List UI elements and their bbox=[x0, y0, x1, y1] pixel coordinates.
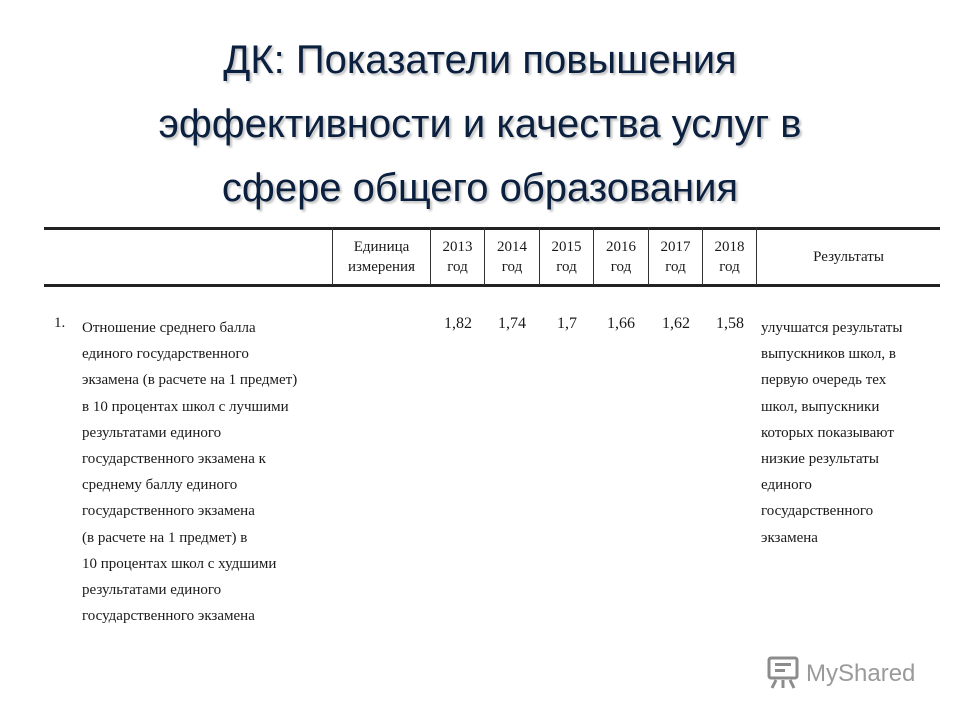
value-2014: 1,74 bbox=[498, 315, 526, 332]
header-year-2017 bbox=[649, 231, 702, 283]
results-line: государственного bbox=[761, 503, 874, 520]
value-2018: 1,58 bbox=[716, 315, 744, 332]
row-number: 1. bbox=[54, 315, 66, 331]
watermark-brand: MyShared bbox=[806, 660, 916, 687]
header-year: 2018 bbox=[714, 239, 745, 255]
table-top-rule bbox=[44, 227, 940, 230]
row-description bbox=[82, 315, 342, 629]
header-year-2016 bbox=[594, 231, 648, 283]
results-line: выпускников школ, в bbox=[761, 346, 896, 363]
header-year-suffix: год bbox=[556, 259, 577, 275]
indicators-table bbox=[44, 227, 940, 648]
header-unit-line: измерения bbox=[347, 259, 415, 275]
description-line: Отношение среднего балла bbox=[82, 320, 256, 336]
header-year-suffix: год bbox=[610, 259, 632, 275]
description-line: (в расчете на 1 предмет) в bbox=[82, 529, 248, 546]
watermark-logo bbox=[766, 656, 936, 692]
header-results-label: Результаты bbox=[813, 249, 884, 265]
results-line: которых показывают bbox=[761, 424, 894, 441]
header-year-2013 bbox=[431, 231, 484, 283]
header-year-2014 bbox=[485, 231, 539, 283]
description-line: государственного экзамена bbox=[82, 608, 255, 625]
slide-title bbox=[0, 28, 960, 220]
description-line: государственного экзамена к bbox=[82, 451, 266, 468]
header-results bbox=[757, 231, 940, 283]
header-year: 2013 bbox=[442, 239, 473, 255]
title-line: ДК: Показатели повышения bbox=[223, 38, 737, 82]
results-line: низкие результаты bbox=[761, 451, 879, 468]
header-year-suffix: год bbox=[501, 259, 523, 275]
value-2015: 1,7 bbox=[557, 315, 577, 332]
value-2013: 1,82 bbox=[444, 315, 472, 332]
description-line: среднему баллу единого bbox=[82, 477, 238, 494]
table-header-rule bbox=[44, 284, 940, 287]
presentation-board-icon bbox=[766, 655, 800, 694]
header-year-suffix: год bbox=[719, 259, 740, 275]
row-results bbox=[761, 315, 939, 551]
header-year-2015 bbox=[540, 231, 593, 283]
header-year-suffix: год bbox=[665, 259, 686, 275]
description-line: в 10 процентах школ с лучшими bbox=[82, 398, 289, 415]
header-year: 2016 bbox=[606, 239, 636, 255]
title-line: сфере общего образования bbox=[221, 166, 739, 210]
description-line: результатами единого bbox=[82, 424, 222, 441]
description-line: экзамена (в расчете на 1 предмет) bbox=[82, 372, 298, 389]
description-line: 10 процентах школ с худшими bbox=[82, 555, 277, 572]
title-line: эффективности и качества услуг в bbox=[158, 102, 802, 146]
description-line: единого государственного bbox=[82, 346, 249, 363]
description-line: результатами единого bbox=[82, 582, 222, 599]
results-line: школ, выпускники bbox=[761, 398, 880, 415]
header-year: 2014 bbox=[497, 239, 527, 255]
header-year-suffix: год bbox=[447, 259, 468, 275]
value-2017: 1,62 bbox=[662, 315, 690, 332]
results-line: экзамена bbox=[761, 529, 818, 546]
header-unit-line: Единица bbox=[353, 239, 410, 255]
results-line: первую очередь тех bbox=[761, 372, 887, 389]
header-year: 2015 bbox=[551, 239, 582, 255]
header-year: 2017 bbox=[660, 239, 691, 255]
value-2016: 1,66 bbox=[607, 315, 635, 332]
description-line: государственного экзамена bbox=[82, 503, 255, 520]
header-year-2018 bbox=[703, 231, 756, 283]
results-line: единого bbox=[761, 477, 812, 494]
results-line: улучшатся результаты bbox=[761, 320, 903, 336]
header-unit bbox=[333, 231, 430, 283]
